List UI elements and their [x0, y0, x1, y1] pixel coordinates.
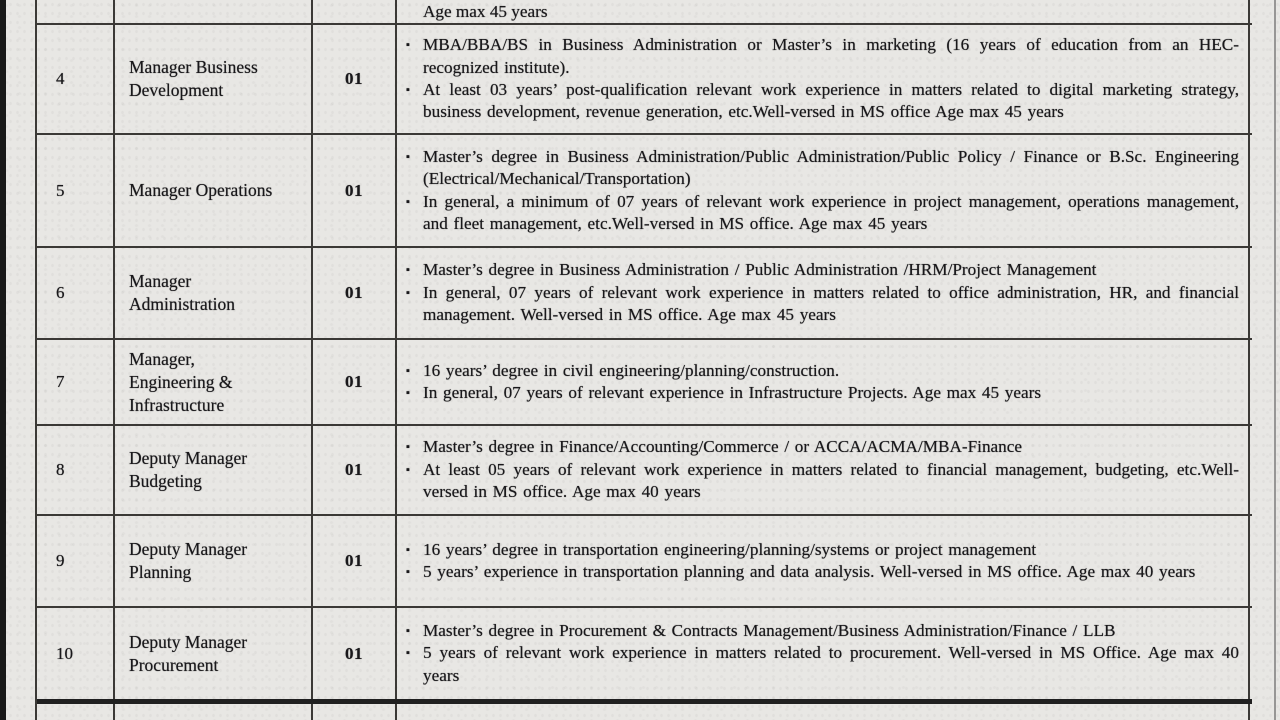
position-title: Manager, Engineering & Infrastructure	[129, 348, 233, 415]
requirements-cell	[397, 426, 1250, 514]
requirement-item	[406, 34, 1239, 79]
bullet-icon: ▪	[406, 463, 410, 476]
requirement-text: At least 03 years’ post-qualification relevant work experience in matters related to digital marketing strategy, business development, revenue generation, etc.Well-versed in MS office Age max 45 years	[423, 80, 1239, 122]
posts-count: 01	[345, 372, 363, 391]
table-row-partial-bottom	[37, 704, 1252, 720]
serial-cell	[37, 340, 115, 424]
position-title: Manager Business Development	[129, 57, 258, 100]
serial-cell	[37, 704, 115, 720]
posts-cell	[313, 608, 397, 699]
serial-number: 8	[56, 460, 65, 479]
serial-cell	[37, 248, 115, 338]
position-cell	[115, 0, 313, 24]
serial-cell	[37, 608, 115, 699]
serial-cell	[37, 0, 115, 24]
posts-cell	[313, 340, 397, 424]
serial-number: 10	[56, 643, 73, 663]
requirements-cell	[397, 0, 1250, 24]
scan-edge-line	[1274, 0, 1276, 720]
posts-count: 01	[345, 460, 363, 479]
posts-cell	[313, 704, 397, 720]
requirement-item	[406, 561, 1239, 583]
position-title: Deputy Manager Budgeting	[129, 448, 248, 491]
requirements-cell	[397, 25, 1250, 133]
table-row	[37, 516, 1252, 608]
position-cell	[115, 704, 313, 720]
requirement-text: In general, 07 years of relevant experience in Infrastructure Projects. Age max 45 years	[423, 383, 1042, 402]
posts-cell	[313, 426, 397, 514]
requirements-cell	[397, 516, 1250, 606]
requirement-item	[406, 146, 1239, 191]
position-title: Deputy Manager Planning	[129, 539, 248, 582]
requirement-item	[406, 642, 1239, 687]
bullet-icon: ▪	[406, 624, 410, 637]
requirement-item	[406, 459, 1239, 504]
requirement-item	[406, 360, 1239, 382]
requirement-item	[406, 620, 1239, 642]
table-row	[37, 248, 1252, 340]
serial-number: 5	[56, 180, 65, 200]
position-cell	[115, 426, 313, 514]
serial-cell	[37, 135, 115, 246]
posts-count: 01	[345, 551, 363, 570]
position-title: Manager Administration	[129, 271, 235, 314]
table-row	[37, 135, 1252, 248]
bullet-icon: ▪	[406, 647, 410, 660]
bullet-icon: ▪	[406, 364, 410, 377]
requirements-cell	[397, 704, 1250, 720]
requirement-text: Master’s degree in Procurement & Contracts Management/Business Administration/Finance / LLB	[423, 620, 1116, 640]
table-row	[37, 25, 1252, 135]
position-cell	[115, 135, 313, 246]
posts-cell	[313, 248, 397, 338]
serial-number: 9	[56, 551, 65, 570]
table-row	[37, 608, 1252, 704]
posts-cell	[313, 516, 397, 606]
requirement-text: 16 years’ degree in transportation engineering/planning/systems or project management	[423, 539, 1037, 559]
requirement-text: In general, a minimum of 07 years of relevant work experience in project management, operations management, and fleet management, etc.Well-versed in MS office. Age max 45 years	[423, 191, 1239, 233]
position-cell	[115, 516, 313, 606]
requirement-text: MBA/BBA/BS in Business Administration or Master’s in marketing (16 years of education from an HEC-recognized institute).	[423, 35, 1239, 77]
serial-number: 4	[56, 69, 65, 88]
position-title: Manager Operations	[129, 180, 273, 200]
requirement-item	[406, 282, 1239, 327]
bullet-icon: ▪	[406, 39, 410, 52]
position-title: Deputy Manager Procurement	[129, 631, 248, 675]
requirements-cell	[397, 135, 1250, 246]
position-cell	[115, 25, 313, 133]
serial-number: 7	[56, 372, 65, 391]
requirement-item	[406, 191, 1239, 236]
serial-cell	[37, 426, 115, 514]
bullet-icon: ▪	[406, 84, 410, 96]
table-row-partial-top	[37, 0, 1252, 25]
requirement-text: Master’s degree in Finance/Accounting/Commerce / or ACCA/ACMA/MBA-Finance	[423, 437, 1023, 457]
requirements-cell	[397, 340, 1250, 424]
posts-cell	[313, 0, 397, 24]
requirement-text: In general, 07 years of relevant work experience in matters related to office administration, HR, and financial management. Well-versed in MS office. Age max 45 years	[423, 282, 1239, 325]
bullet-icon: ▪	[406, 566, 410, 578]
requirement-text: Master’s degree in Business Administration/Public Administration/Public Policy / Finance or B.Sc. Engineering (Electrical/Mechanical/Transportation)	[423, 146, 1239, 189]
requirement-text: 5 years’ experience in transportation planning and data analysis. Well-versed in MS office. Age max 40 years	[423, 562, 1196, 581]
posts-cell	[313, 25, 397, 133]
requirement-continuation-text: Age max 45 years	[423, 2, 548, 21]
requirement-text: Master’s degree in Business Administration / Public Administration /HRM/Project Management	[423, 260, 1097, 280]
job-positions-table	[35, 0, 1252, 720]
requirement-item	[406, 79, 1239, 124]
requirement-text: 16 years’ degree in civil engineering/planning/construction.	[423, 360, 840, 380]
scan-edge-bar	[0, 0, 6, 720]
bullet-icon: ▪	[406, 150, 410, 163]
bullet-icon: ▪	[406, 195, 410, 208]
requirement-item	[406, 259, 1239, 281]
posts-count: 01	[345, 69, 363, 88]
posts-count: 01	[345, 180, 363, 200]
posts-cell	[313, 135, 397, 246]
bullet-icon: ▪	[406, 387, 410, 399]
posts-count: 01	[345, 643, 363, 663]
table-row	[37, 340, 1252, 426]
requirement-item	[406, 539, 1239, 561]
bullet-icon: ▪	[406, 543, 410, 556]
bullet-icon: ▪	[406, 264, 410, 277]
requirements-cell	[397, 248, 1250, 338]
table-row	[37, 426, 1252, 516]
bullet-icon: ▪	[406, 286, 410, 299]
serial-cell	[37, 516, 115, 606]
bullet-icon: ▪	[406, 441, 410, 454]
serial-number: 6	[56, 283, 65, 302]
position-cell	[115, 608, 313, 699]
serial-cell	[37, 25, 115, 133]
position-cell	[115, 248, 313, 338]
requirement-item	[406, 382, 1239, 404]
position-cell	[115, 340, 313, 424]
requirement-text: 5 years of relevant work experience in matters related to procurement. Well-versed in MS Office. Age max 40 years	[423, 643, 1239, 685]
requirements-cell	[397, 608, 1250, 699]
requirement-text: At least 05 years of relevant work experience in matters related to financial management, budgeting, etc.Well-versed in MS office. Age max 40 years	[423, 459, 1239, 502]
posts-count: 01	[345, 283, 363, 302]
requirement-item	[406, 436, 1239, 458]
